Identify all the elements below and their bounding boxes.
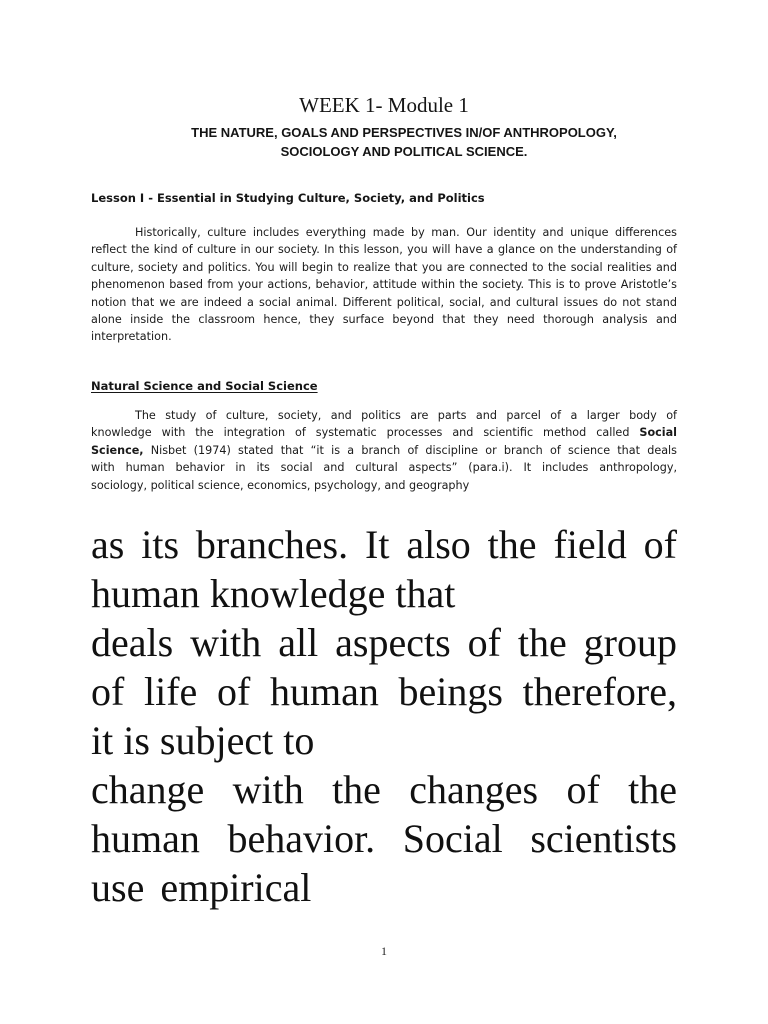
large-text-block bbox=[91, 520, 677, 912]
paragraph-line: sociology, political science, economics, psychology, and geography bbox=[91, 478, 470, 492]
large-text-line: change with the changes of the bbox=[91, 767, 677, 812]
large-text-line: use empirical bbox=[91, 865, 312, 910]
paragraph-line: notion that we are indeed a social animal. Different political, social, and cultural issues do not stand bbox=[91, 295, 677, 309]
paragraph-line: alone inside the classroom hence, they surface beyond that they need thorough analysis and bbox=[91, 313, 677, 327]
paragraph-line: culture, society and politics. You will begin to realize that you are connected to the social realities and bbox=[91, 260, 677, 274]
large-text-line: deals with all aspects of the group bbox=[91, 620, 677, 665]
page-number: 1 bbox=[381, 944, 387, 958]
paragraph-text: Nisbet (1974) stated that “it is a branch of discipline or branch of science that deals bbox=[143, 443, 677, 457]
paragraph-line bbox=[91, 442, 677, 459]
large-text-line: as its branches. It also the field of bbox=[91, 522, 677, 567]
large-text-line: human behavior. Social scientists bbox=[91, 816, 677, 861]
section-heading: Natural Science and Social Science bbox=[91, 379, 318, 393]
lesson-heading: Lesson I - Essential in Studying Culture, Society, and Politics bbox=[91, 191, 485, 205]
module-title-line-2: SOCIOLOGY AND POLITICAL SCIENCE. bbox=[280, 144, 528, 159]
paragraph-line: phenomenon based from your actions, behavior, attitude within the society. This is to prove Aristotle’s bbox=[91, 278, 677, 292]
lesson-intro-paragraph bbox=[91, 224, 677, 346]
paragraph-line bbox=[91, 424, 677, 441]
paragraph-line: The study of culture, society, and politics are parts and parcel of a larger body of bbox=[135, 409, 677, 422]
paragraph-line: with human behavior in its social and cultural aspects” (para.i). It includes anthropology, bbox=[91, 461, 677, 475]
social-science-paragraph bbox=[91, 407, 677, 494]
module-title bbox=[120, 123, 688, 161]
week-title: WEEK 1- Module 1 bbox=[299, 93, 469, 117]
large-text-line: of life of human beings therefore, bbox=[91, 669, 677, 714]
paragraph-line: Historically, culture includes everything made by man. Our identity and unique differences bbox=[135, 226, 677, 239]
bold-term: Social bbox=[639, 426, 677, 440]
large-text-line: human knowledge that bbox=[91, 571, 456, 616]
bold-term: Science, bbox=[91, 443, 144, 457]
paragraph-line: reflect the kind of culture in our society. In this lesson, you will have a glance on the understanding of bbox=[91, 243, 677, 257]
module-title-line-1: THE NATURE, GOALS AND PERSPECTIVES IN/OF ANTHROPOLOGY, bbox=[191, 125, 617, 140]
large-text-line: it is subject to bbox=[91, 718, 315, 763]
paragraph-text: knowledge with the integration of systematic processes and scientific method called bbox=[91, 426, 640, 440]
paragraph-line: interpretation. bbox=[91, 330, 172, 344]
